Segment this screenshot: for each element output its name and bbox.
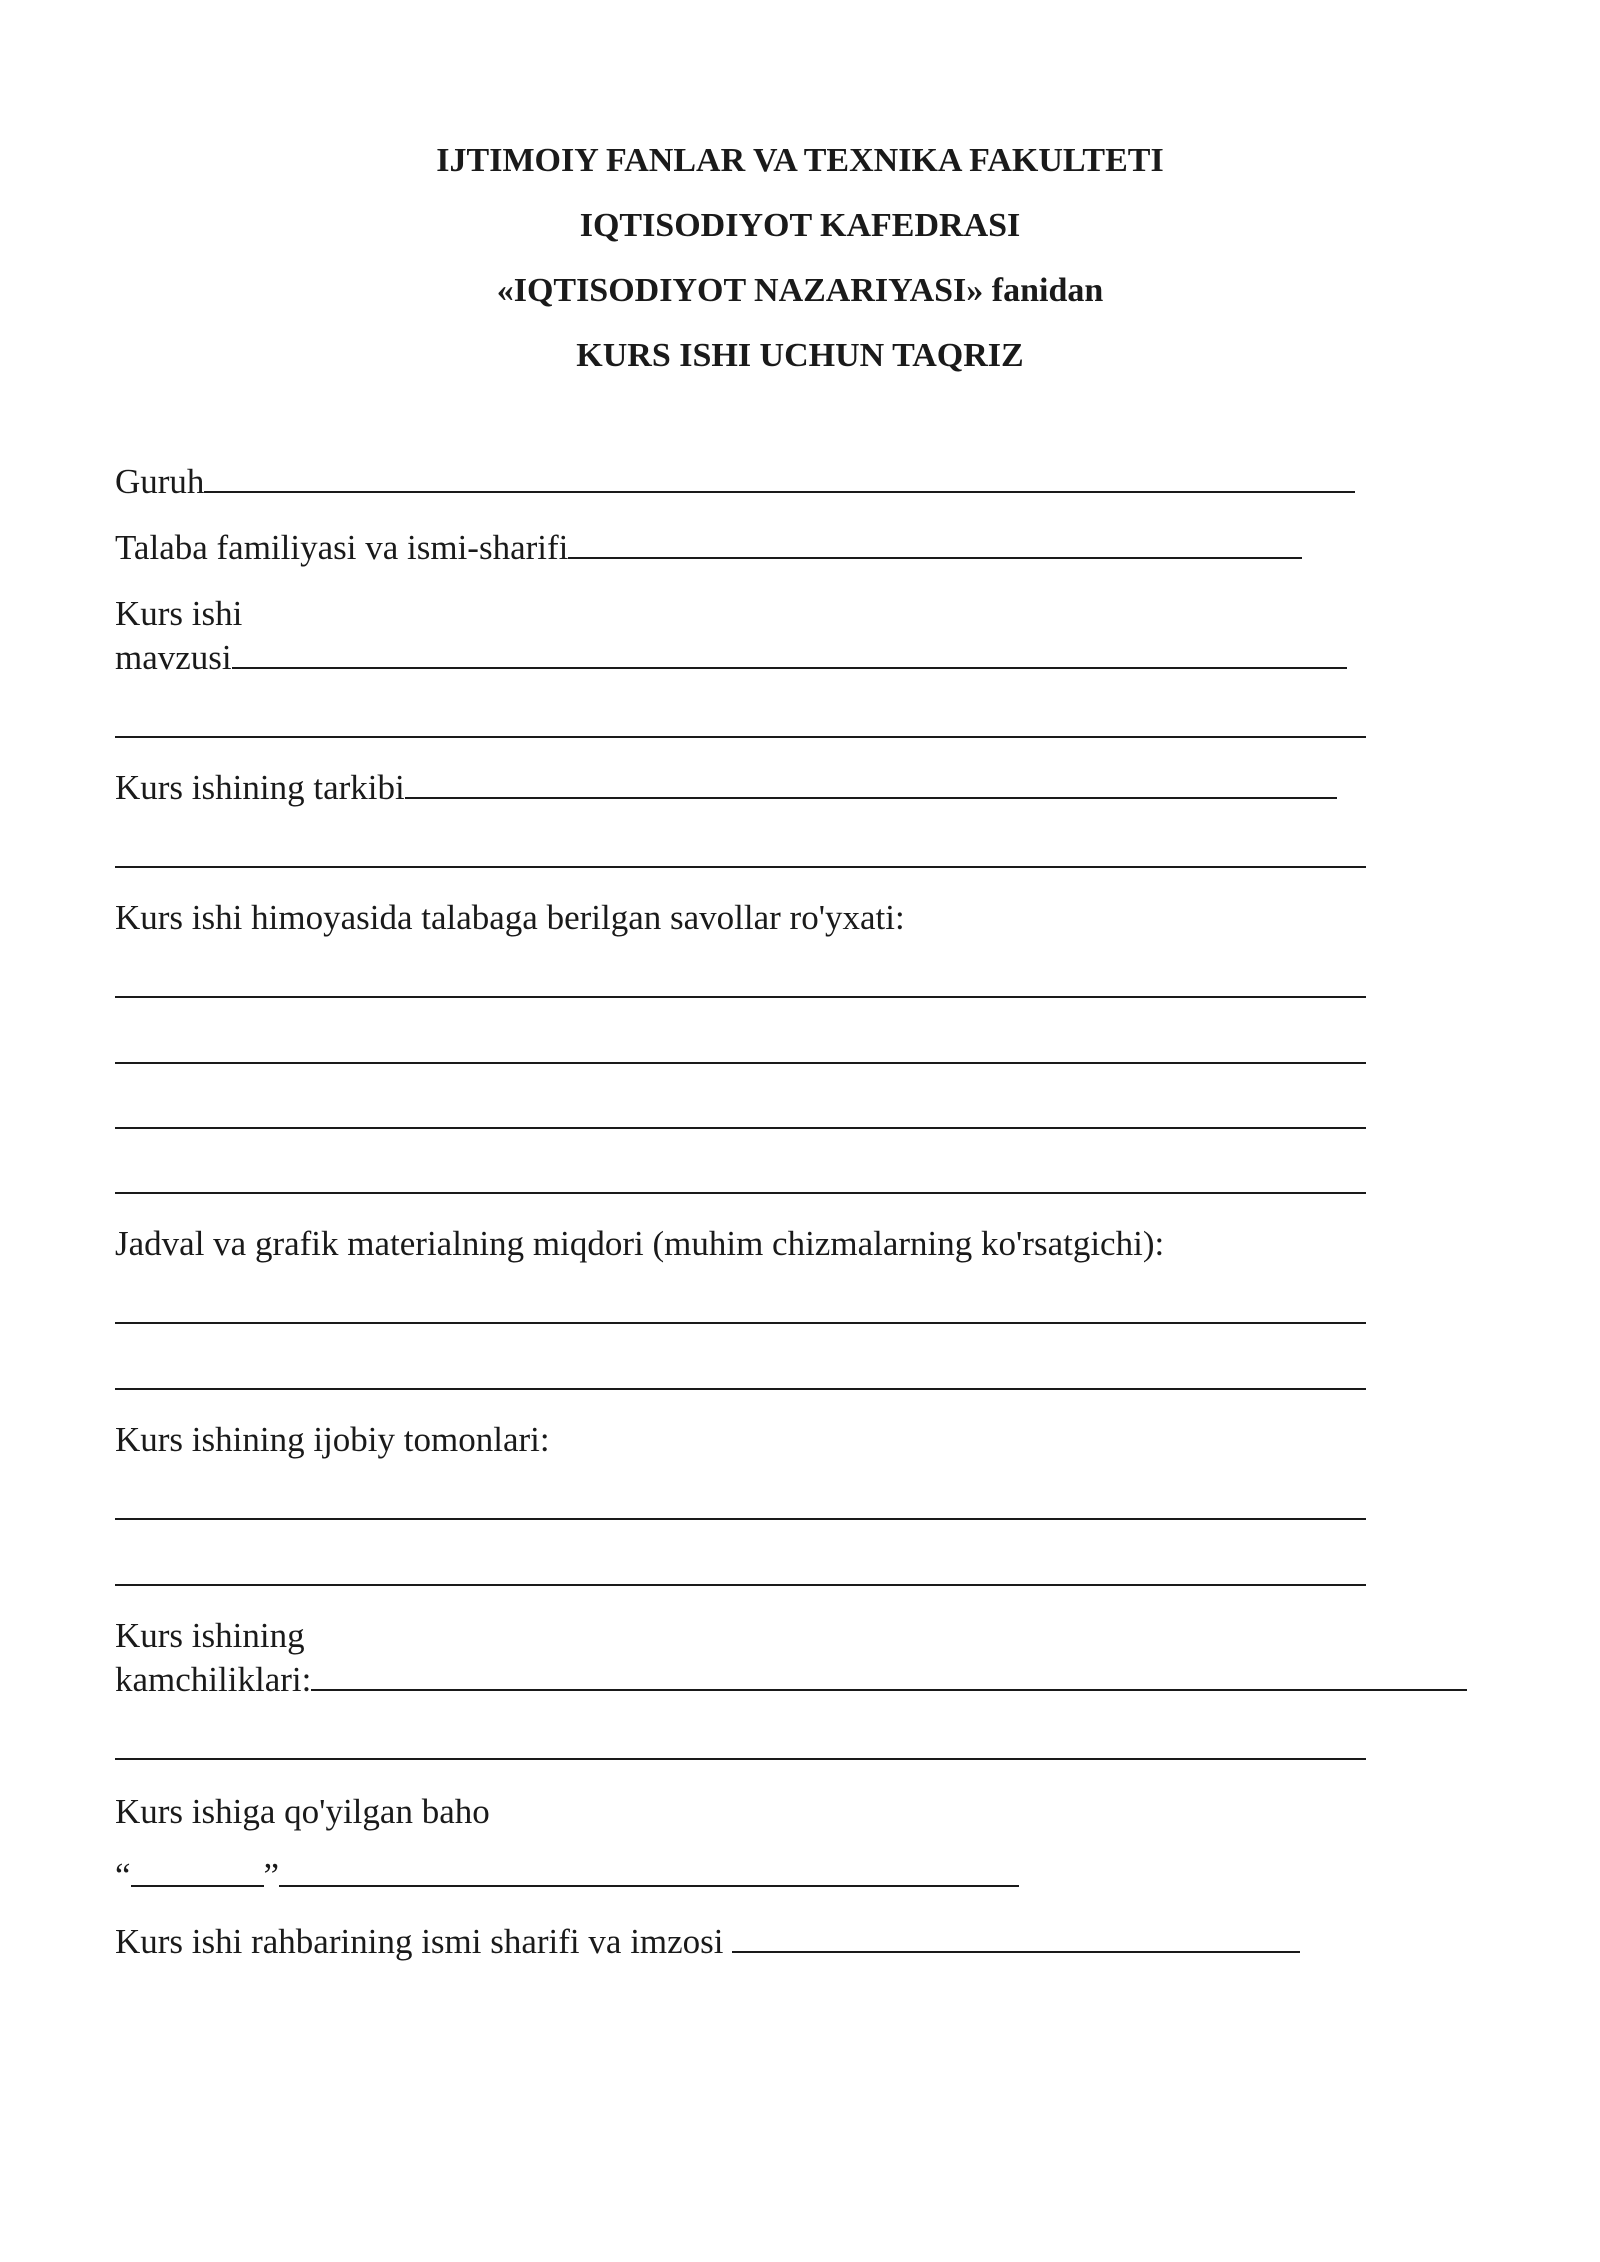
questions-line[interactable] xyxy=(115,1192,1366,1194)
group-field[interactable] xyxy=(204,463,1355,493)
materials-line[interactable] xyxy=(115,1322,1366,1324)
topic-field-extra-line[interactable] xyxy=(115,736,1366,738)
structure-field[interactable] xyxy=(405,769,1337,799)
structure-field-extra-line[interactable] xyxy=(115,866,1366,868)
supervisor-label: Kurs ishi rahbarining ismi sharifi va imzosi xyxy=(115,1922,724,1961)
shortcomings-row xyxy=(115,1658,1467,1702)
student-row xyxy=(115,526,1302,570)
topic-label: mavzusi xyxy=(115,638,232,677)
group-row xyxy=(115,460,1355,504)
topic-field[interactable] xyxy=(232,639,1347,669)
group-label: Guruh xyxy=(115,462,205,501)
grade-label: Kurs ishiga qo'yilgan baho xyxy=(115,1792,490,1831)
grade-score-field[interactable] xyxy=(131,1857,264,1887)
grade-close-quote: ” xyxy=(263,1856,280,1895)
student-name-field[interactable] xyxy=(568,529,1302,559)
positives-line[interactable] xyxy=(115,1584,1366,1586)
document-header xyxy=(0,128,1600,388)
grade-text-field[interactable] xyxy=(279,1857,1019,1887)
subject-title: «IQTISODIYOT NAZARIYASI» fanidan xyxy=(496,272,1104,309)
topic-label-line1: Kurs ishi xyxy=(115,594,243,633)
materials-label: Jadval va grafik materialning miqdori (muhim chizmalarning ko'rsatgichi): xyxy=(115,1224,1165,1263)
structure-row xyxy=(115,766,1337,810)
document-title: KURS ISHI UCHUN TAQRIZ xyxy=(576,337,1024,374)
positives-line[interactable] xyxy=(115,1518,1366,1520)
shortcomings-label: kamchiliklari: xyxy=(115,1660,312,1699)
positives-label: Kurs ishining ijobiy tomonlari: xyxy=(115,1420,550,1459)
questions-line[interactable] xyxy=(115,1062,1366,1064)
grade-open-quote: “ xyxy=(115,1856,131,1895)
structure-label: Kurs ishining tarkibi xyxy=(115,768,405,807)
questions-line[interactable] xyxy=(115,1127,1366,1129)
materials-line[interactable] xyxy=(115,1388,1366,1390)
shortcomings-field[interactable] xyxy=(311,1661,1467,1691)
shortcomings-label-line1: Kurs ishining xyxy=(115,1616,305,1655)
department-title: IQTISODIYOT KAFEDRASI xyxy=(579,207,1021,244)
topic-row xyxy=(115,636,1347,680)
supervisor-row xyxy=(115,1920,1300,1964)
student-label: Talaba familiyasi va ismi-sharifi xyxy=(115,528,569,567)
faculty-title: IJTIMOIY FANLAR VA TEXNIKA FAKULTETI xyxy=(436,142,1164,179)
questions-label: Kurs ishi himoyasida talabaga berilgan savollar ro'yxati: xyxy=(115,898,905,937)
questions-line[interactable] xyxy=(115,996,1366,998)
supervisor-signature-field[interactable] xyxy=(732,1923,1300,1953)
grade-row xyxy=(115,1854,1019,1898)
shortcomings-line[interactable] xyxy=(115,1758,1366,1760)
